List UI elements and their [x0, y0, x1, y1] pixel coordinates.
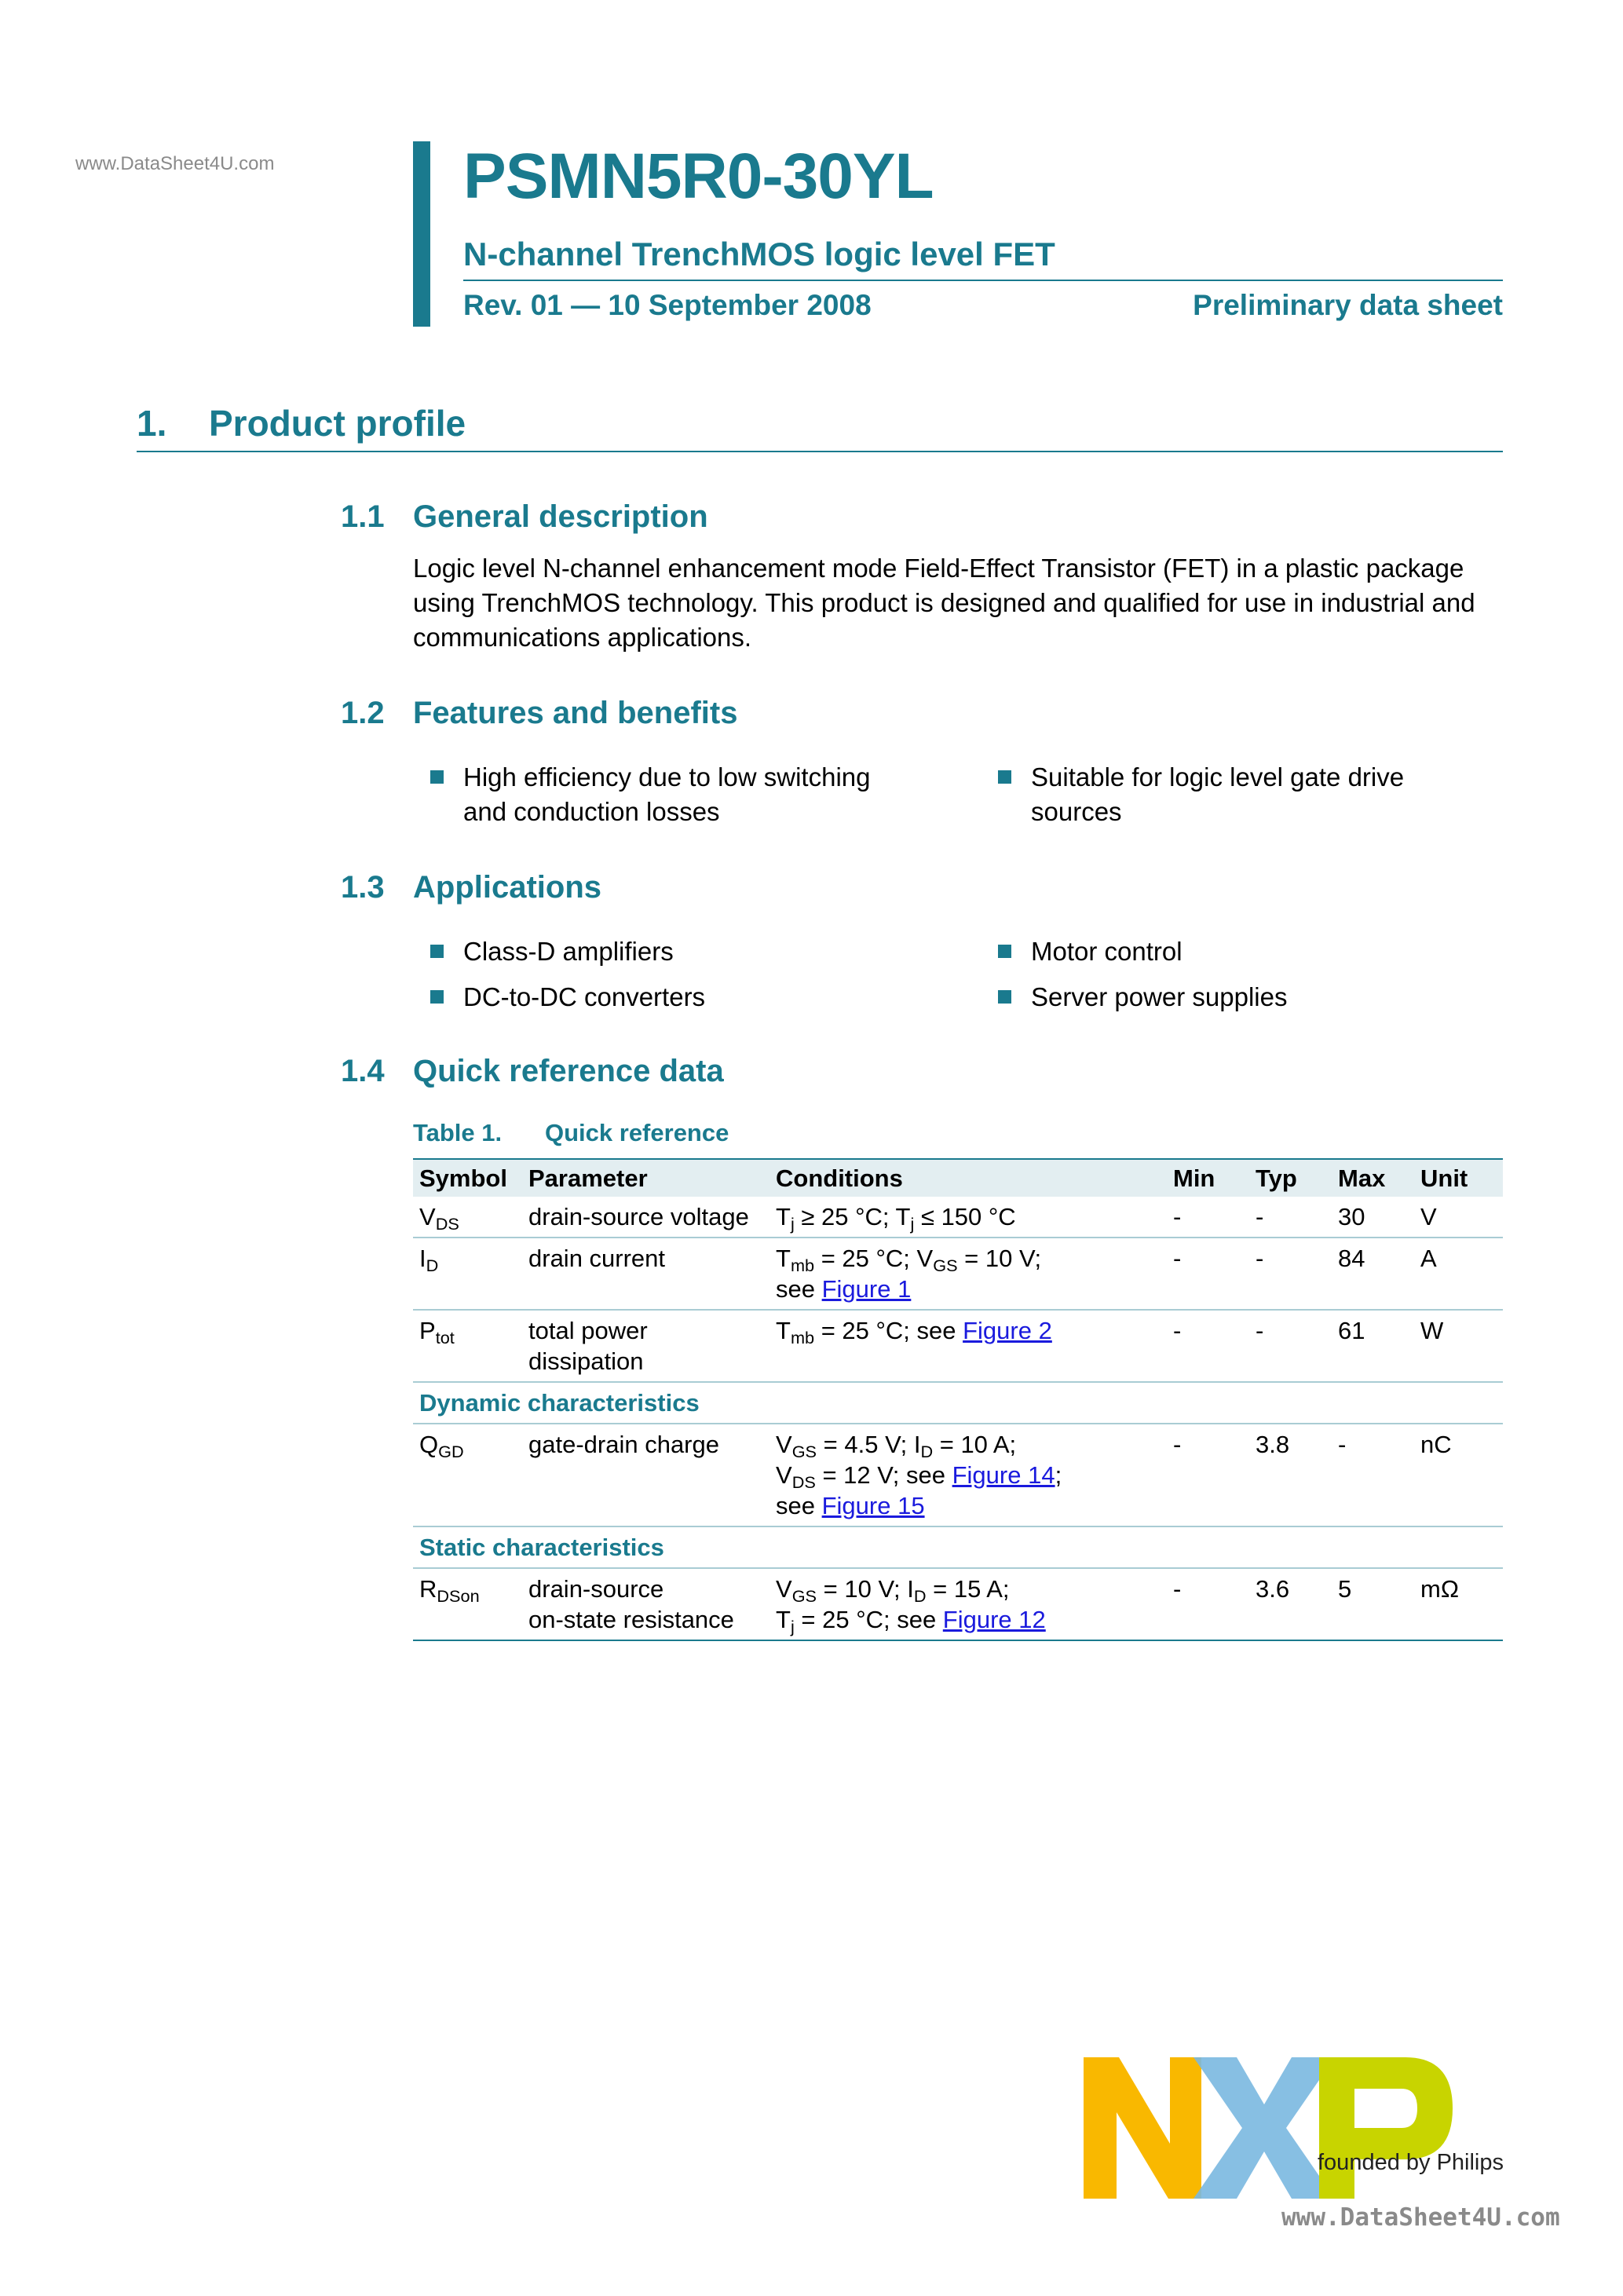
conditions-cell: $V_{GS} = 4.5$ V; $I_D = 10$ A; $V_{DS} = 12$ V; see Figure 14; see Figure 15 — [769, 1424, 1167, 1526]
figure-2-link[interactable]: Figure 2 — [963, 1317, 1052, 1344]
parameter-cell: gate-drain charge — [522, 1424, 769, 1526]
table-section-row — [413, 1382, 1503, 1424]
symbol-cell: $R_{DSon}$ — [413, 1568, 522, 1640]
table-row — [413, 1197, 1503, 1238]
table-header-row — [413, 1159, 1503, 1197]
table-row — [413, 1424, 1503, 1526]
table-section-row — [413, 1526, 1503, 1568]
unit-cell: nC — [1414, 1424, 1503, 1526]
figure-12-link[interactable]: Figure 12 — [942, 1606, 1046, 1633]
unit-cell: V — [1414, 1197, 1503, 1238]
min-cell: - — [1167, 1238, 1249, 1310]
table-caption — [413, 1119, 729, 1147]
section-label-static: Static characteristics — [413, 1526, 1503, 1568]
figure-15-link[interactable]: Figure 15 — [821, 1492, 925, 1519]
min-cell: - — [1167, 1310, 1249, 1382]
typ-cell: - — [1249, 1238, 1332, 1310]
subsection-heading-quick-reference — [341, 1054, 724, 1089]
conditions-cell: $T_j \ge 25$ °C; $T_j \le 150$ °C — [769, 1197, 1167, 1238]
subsection-heading-features — [341, 696, 738, 731]
symbol-cell: $Q_{GD}$ — [413, 1424, 522, 1526]
typ-cell: 3.8 — [1249, 1424, 1332, 1526]
table-row — [413, 1310, 1503, 1382]
general-description-text: Logic level N-channel enhancement mode Field-Effect Transistor (FET) in a plastic package using TrenchMOS technology. This product is designed and qualified for use in industrial and communications applications. — [413, 554, 1475, 652]
column-header-conditions: Conditions — [769, 1159, 1167, 1197]
column-header-typ: Typ — [1249, 1159, 1332, 1197]
page-title: PSMN5R0-30YL — [463, 141, 934, 212]
subsection-title: Applications — [413, 870, 602, 905]
conditions-cell: $T_{mb} = 25$ °C; see Figure 2 — [769, 1310, 1167, 1382]
parameter-cell: drain-source on-state resistance — [522, 1568, 769, 1640]
watermark-bottom: www.DataSheet4U.com — [1281, 2203, 1560, 2232]
list-item: Server power supplies — [1031, 980, 1288, 1015]
watermark-top: www.DataSheet4U.com — [75, 153, 275, 174]
typ-cell: - — [1249, 1310, 1332, 1382]
parameter-cell: drain current — [522, 1238, 769, 1310]
section-heading-product-profile — [137, 402, 466, 444]
subsection-heading-general-description — [341, 499, 708, 535]
subsection-number: 1.4 — [341, 1054, 385, 1088]
revision-info: Rev. 01 — 10 September 2008 — [463, 289, 872, 321]
min-cell: - — [1167, 1424, 1249, 1526]
subsection-title: General description — [413, 499, 708, 534]
section-divider — [137, 451, 1503, 452]
header-bar — [413, 141, 430, 327]
bullet-square-icon — [430, 945, 444, 958]
symbol-cell: $V_{DS}$ — [413, 1197, 522, 1238]
conditions-cell: $V_{GS} = 10$ V; $I_D = 15$ A; $T_j = 25$ °C; see Figure 12 — [769, 1568, 1167, 1640]
subsection-title: Features and benefits — [413, 696, 738, 730]
subsection-number: 1.1 — [341, 499, 385, 534]
symbol-cell: $I_D$ — [413, 1238, 522, 1310]
column-header-min: Min — [1167, 1159, 1249, 1197]
list-item: High efficiency due to low switching and conduction losses — [463, 760, 919, 829]
min-cell: - — [1167, 1568, 1249, 1640]
bullet-square-icon — [430, 770, 444, 784]
table-row — [413, 1568, 1503, 1640]
typ-cell: - — [1249, 1197, 1332, 1238]
bullet-square-icon — [430, 990, 444, 1004]
column-header-max: Max — [1332, 1159, 1414, 1197]
table-number: Table 1. — [413, 1119, 503, 1146]
table-row — [413, 1238, 1503, 1310]
subsection-heading-applications — [341, 870, 602, 905]
section-number: 1. — [137, 403, 167, 444]
conditions-cell: $T_{mb} = 25$ °C; $V_{GS} = 10$ V; see Figure 1 — [769, 1238, 1167, 1310]
list-item: Motor control — [1031, 934, 1183, 969]
min-cell: - — [1167, 1197, 1249, 1238]
subsection-number: 1.2 — [341, 696, 385, 730]
document-type: Preliminary data sheet — [1193, 289, 1503, 321]
subtitle-divider — [463, 280, 1503, 281]
column-header-symbol: Symbol — [413, 1159, 522, 1197]
subsection-number: 1.3 — [341, 870, 385, 905]
max-cell: 61 — [1332, 1310, 1414, 1382]
logo-tagline: founded by Philips — [1318, 2150, 1504, 2175]
bullet-square-icon — [998, 770, 1011, 784]
list-item: Suitable for logic level gate drive sources — [1031, 760, 1471, 829]
nxp-logo — [1084, 2057, 1508, 2199]
max-cell: - — [1332, 1424, 1414, 1526]
max-cell: 84 — [1332, 1238, 1414, 1310]
section-title: Product profile — [209, 403, 466, 444]
list-item: Class-D amplifiers — [463, 934, 674, 969]
symbol-cell: $P_{tot}$ — [413, 1310, 522, 1382]
subsection-title: Quick reference data — [413, 1054, 724, 1088]
bullet-square-icon — [998, 990, 1011, 1004]
max-cell: 5 — [1332, 1568, 1414, 1640]
unit-cell: mΩ — [1414, 1568, 1503, 1640]
unit-cell: A — [1414, 1238, 1503, 1310]
parameter-cell: total power dissipation — [522, 1310, 769, 1382]
column-header-unit: Unit — [1414, 1159, 1503, 1197]
section-label-dynamic: Dynamic characteristics — [413, 1382, 1503, 1424]
parameter-cell: drain-source voltage — [522, 1197, 769, 1238]
figure-1-link[interactable]: Figure 1 — [821, 1275, 912, 1303]
bullet-square-icon — [998, 945, 1011, 958]
quick-reference-table — [413, 1158, 1503, 1641]
list-item: DC-to-DC converters — [463, 980, 705, 1015]
column-header-parameter: Parameter — [522, 1159, 769, 1197]
figure-14-link[interactable]: Figure 14 — [952, 1461, 1055, 1489]
table-title: Quick reference — [545, 1119, 729, 1146]
max-cell: 30 — [1332, 1197, 1414, 1238]
unit-cell: W — [1414, 1310, 1503, 1382]
typ-cell: 3.6 — [1249, 1568, 1332, 1640]
page-subtitle: N-channel TrenchMOS logic level FET — [463, 236, 1055, 272]
